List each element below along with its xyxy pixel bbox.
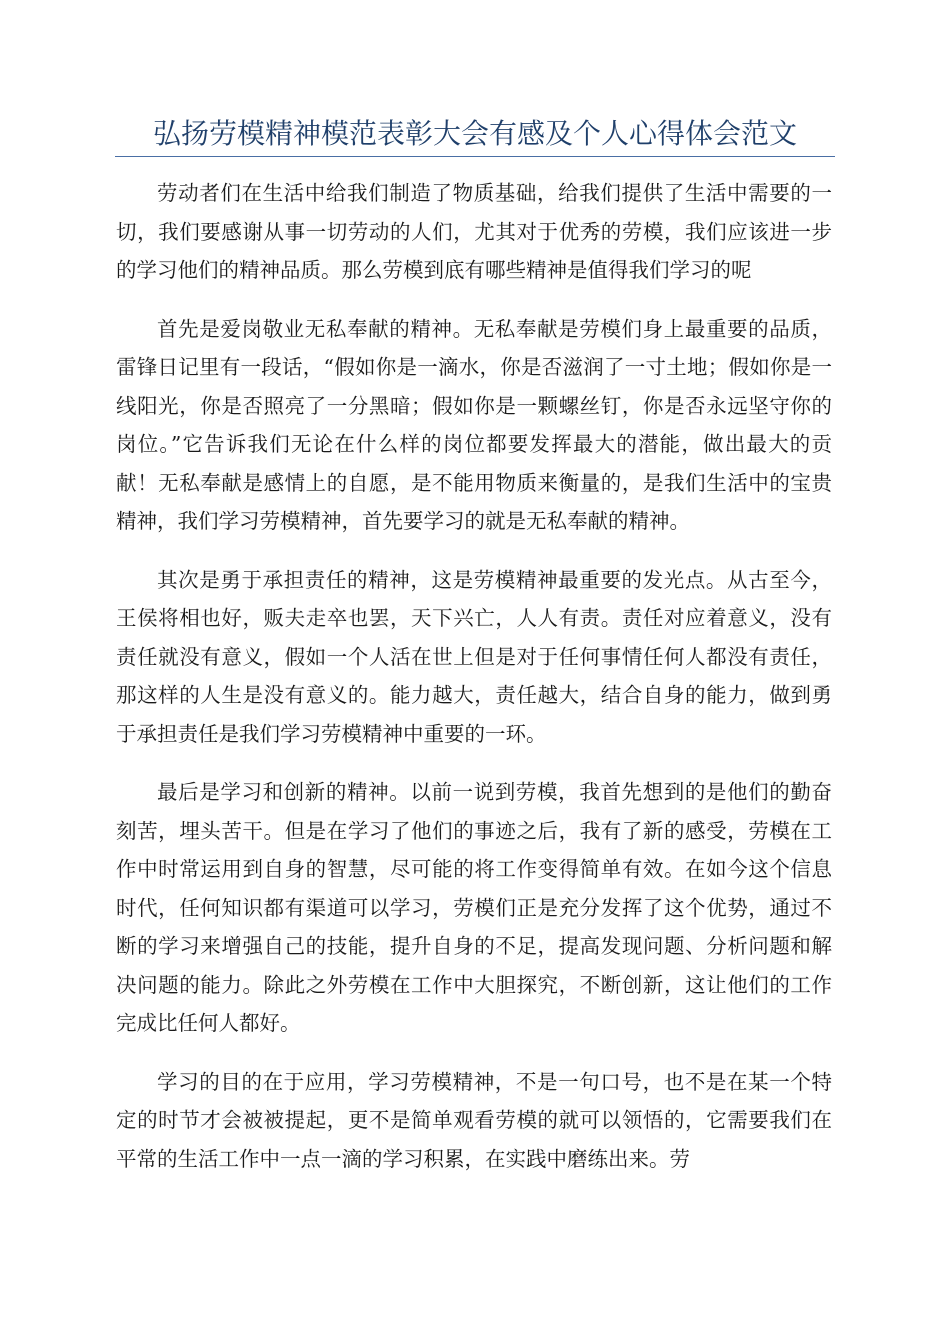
paragraph-innovation: 最后是学习和创新的精神。以前一说到劳模，我首先想到的是他们的勤奋刻苦，埋头苦干。但是在学习了他们的事迹之后，我有了新的感受，劳模在工作中时常运用到自身的智慧，尽可能的将工作变得简单有效。在如今这个信息时代，任何知识都有渠道可以学习，劳模们正是充分发挥了这个优势，通过不断的学习来增强自己的技能，提升自身的不足，提高发现问题、分析问题和解决问题的能力。除此之外劳模在工作中大胆探究，不断创新，这让他们的工作完成比任何人都好。 <box>116 780 832 1035</box>
document-title: 弘扬劳模精神模范表彰大会有感及个人心得体会范文 <box>152 117 797 150</box>
document-body <box>116 174 832 1198</box>
paragraph-intro: 劳动者们在生活中给我们制造了物质基础，给我们提供了生活中需要的一切，我们要感谢从事一切劳动的人们，尤其对于优秀的劳模，我们应该进一步的学习他们的精神品质。那么劳模到底有哪些精神是值得我们学习的呢 <box>116 181 832 282</box>
title-underline <box>115 156 835 157</box>
paragraph-responsibility: 其次是勇于承担责任的精神，这是劳模精神最重要的发光点。从古至今，王侯将相也好，贩夫走卒也罢，天下兴亡，人人有责。责任对应着意义，没有责任就没有意义，假如一个人活在世上但是对于任何事情任何人都没有责任，那这样的人生是没有意义的。能力越大，责任越大，结合自身的能力，做到勇于承担责任是我们学习劳模精神中重要的一环。 <box>116 567 832 746</box>
paragraph-application: 学习的目的在于应用，学习劳模精神，不是一句口号，也不是在某一个特定的时节才会被被提起，更不是简单观看劳模的就可以领悟的，它需要我们在平常的生活工作中一点一滴的学习积累，在实践中磨练出来。劳 <box>116 1069 832 1171</box>
paragraph-dedication: 首先是爱岗敬业无私奉献的精神。无私奉献是劳模们身上最重要的品质，雷锋日记里有一段话，“假如你是一滴水，你是否滋润了一寸土地；假如你是一线阳光，你是否照亮了一分黑暗；假如你是一颗螺丝钉，你是否永远坚守你的岗位。”它告诉我们无论在什么样的岗位都要发挥最大的潜能，做出最大的贡献！无私奉献是感情上的自愿，是不能用物质来衡量的，是我们生活中的宝贵精神，我们学习劳模精神，首先要学习的就是无私奉献的精神。 <box>116 316 832 533</box>
